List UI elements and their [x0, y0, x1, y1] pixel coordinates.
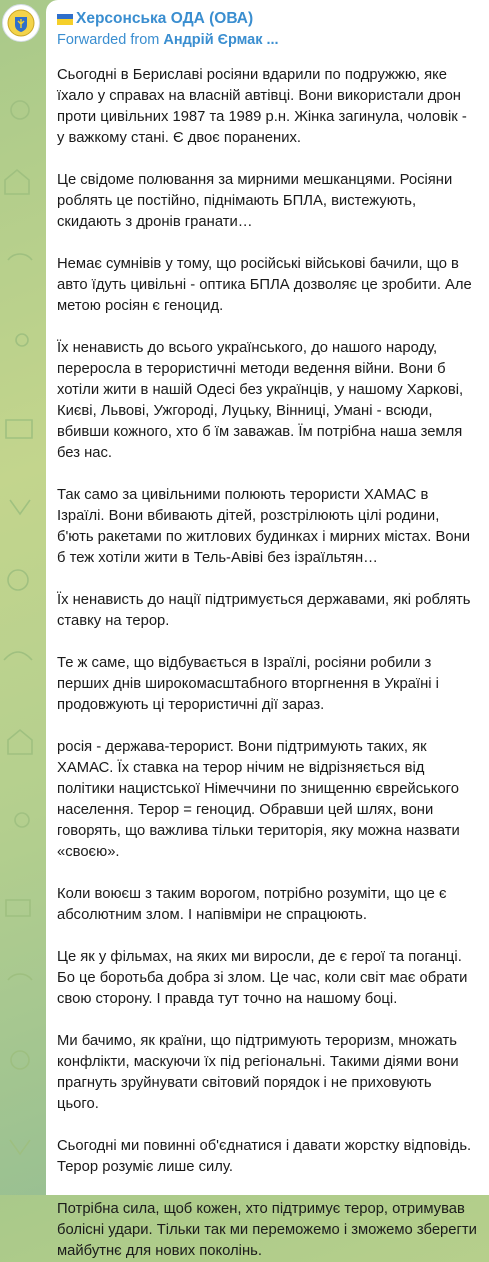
paragraph: Це свідоме полювання за мирними мешканцями. Росіяни роблять це постійно, піднімають БПЛА, вистежують, скидають з дронів гранати…: [57, 172, 453, 230]
paragraph: Їх ненависть до всього українського, до нашого народу, переросла в терористичні методи ведення війни. Вони б хотіли жити в нашій Одесі без українців, у нашому Харкові, Києві, Львові, Ужгороді, Луцьку, Вінниці, Умані - всюди, вбивши кожного, хто б їм заважав. Їм потрібна наша земля без нас.: [57, 340, 464, 461]
channel-name[interactable]: Херсонська ОДА (ОВА): [76, 10, 254, 27]
forwarded-from[interactable]: [57, 32, 477, 52]
forwarded-prefix: Forwarded from: [57, 32, 160, 48]
coat-of-arms-icon: [6, 8, 36, 38]
channel-avatar[interactable]: [2, 4, 40, 42]
paragraph: Коли воюєш з таким ворогом, потрібно розуміти, що це є абсолютним злом. І напівміри не спрацюють.: [57, 886, 447, 923]
channel-header: [57, 8, 477, 30]
paragraph: Потрібна сила, щоб кожен, хто підтримує терор, отримував болісні удари. Тільки так ми переможемо і зможемо зберегти майбутнє для нових поколінь.: [57, 1201, 477, 1259]
paragraph: Немає сумнівів у тому, що російські військові бачили, що в авто їдуть цивільні - оптика БПЛА дозволяє це зробити. Але метою росіян є геноцид.: [57, 256, 472, 314]
forwarded-author[interactable]: Андрій Єрмак ...: [163, 32, 279, 48]
paragraph: Це як у фільмах, на яких ми виросли, де є герої та поганці. Бо це боротьба добра зі злом. Це час, коли світ має обрати свою сторону. І правда тут точно на нашому боці.: [57, 949, 468, 1007]
paragraph: росія - держава-терорист. Вони підтримують таких, як ХАМАС. Їх ставка на терор нічим не відрізняється від політики нацистської Німеччини по знищенню єврейського населення. Терор = геноцид. Обравши цей шлях, вони говорять, що важлива тільки територія, яку можна назвати «своєю».: [57, 739, 460, 860]
paragraph: Сьогодні ми повинні об'єднатися і давати жорстку відповідь. Терор розуміє лише силу.: [57, 1138, 472, 1175]
paragraph: Ми бачимо, як країни, що підтримують тероризм, множать конфлікти, маскуючи їх під регіональні. Такими діями вони прагнуть зруйнувати світовий порядок і не приховують цього.: [57, 1033, 459, 1112]
paragraph: Сьогодні в Бериславі росіяни вдарили по подружжю, яке їхало у справах на власній автівці. Вони використали дрон проти цивільних 1987 та 1989 р.н. Жінка загинула, чоловік - у важкому стані. Є двоє поранених.: [57, 67, 467, 146]
paragraph: Їх ненависть до нації підтримується державами, які роблять ставку на терор.: [57, 592, 471, 629]
message-bubble[interactable]: [46, 0, 489, 1259]
message-text: [57, 65, 477, 1262]
paragraph: Те ж саме, що відбувається в Ізраїлі, росіяни робили з перших днів широкомасштабного вторгнення в Україні і продовжують ці терористичні дії зараз.: [57, 655, 439, 713]
ukraine-flag-icon: [57, 14, 73, 25]
paragraph: Так само за цивільними полюють терористи ХАМАС в Ізраїлі. Вони вбивають дітей, розстрілюють цілі родини, б'ють ракетами по житлових будинках і мирних містах. Вони б теж хотіли жити в Тель-Авіві без ізраїльтян…: [57, 487, 471, 566]
